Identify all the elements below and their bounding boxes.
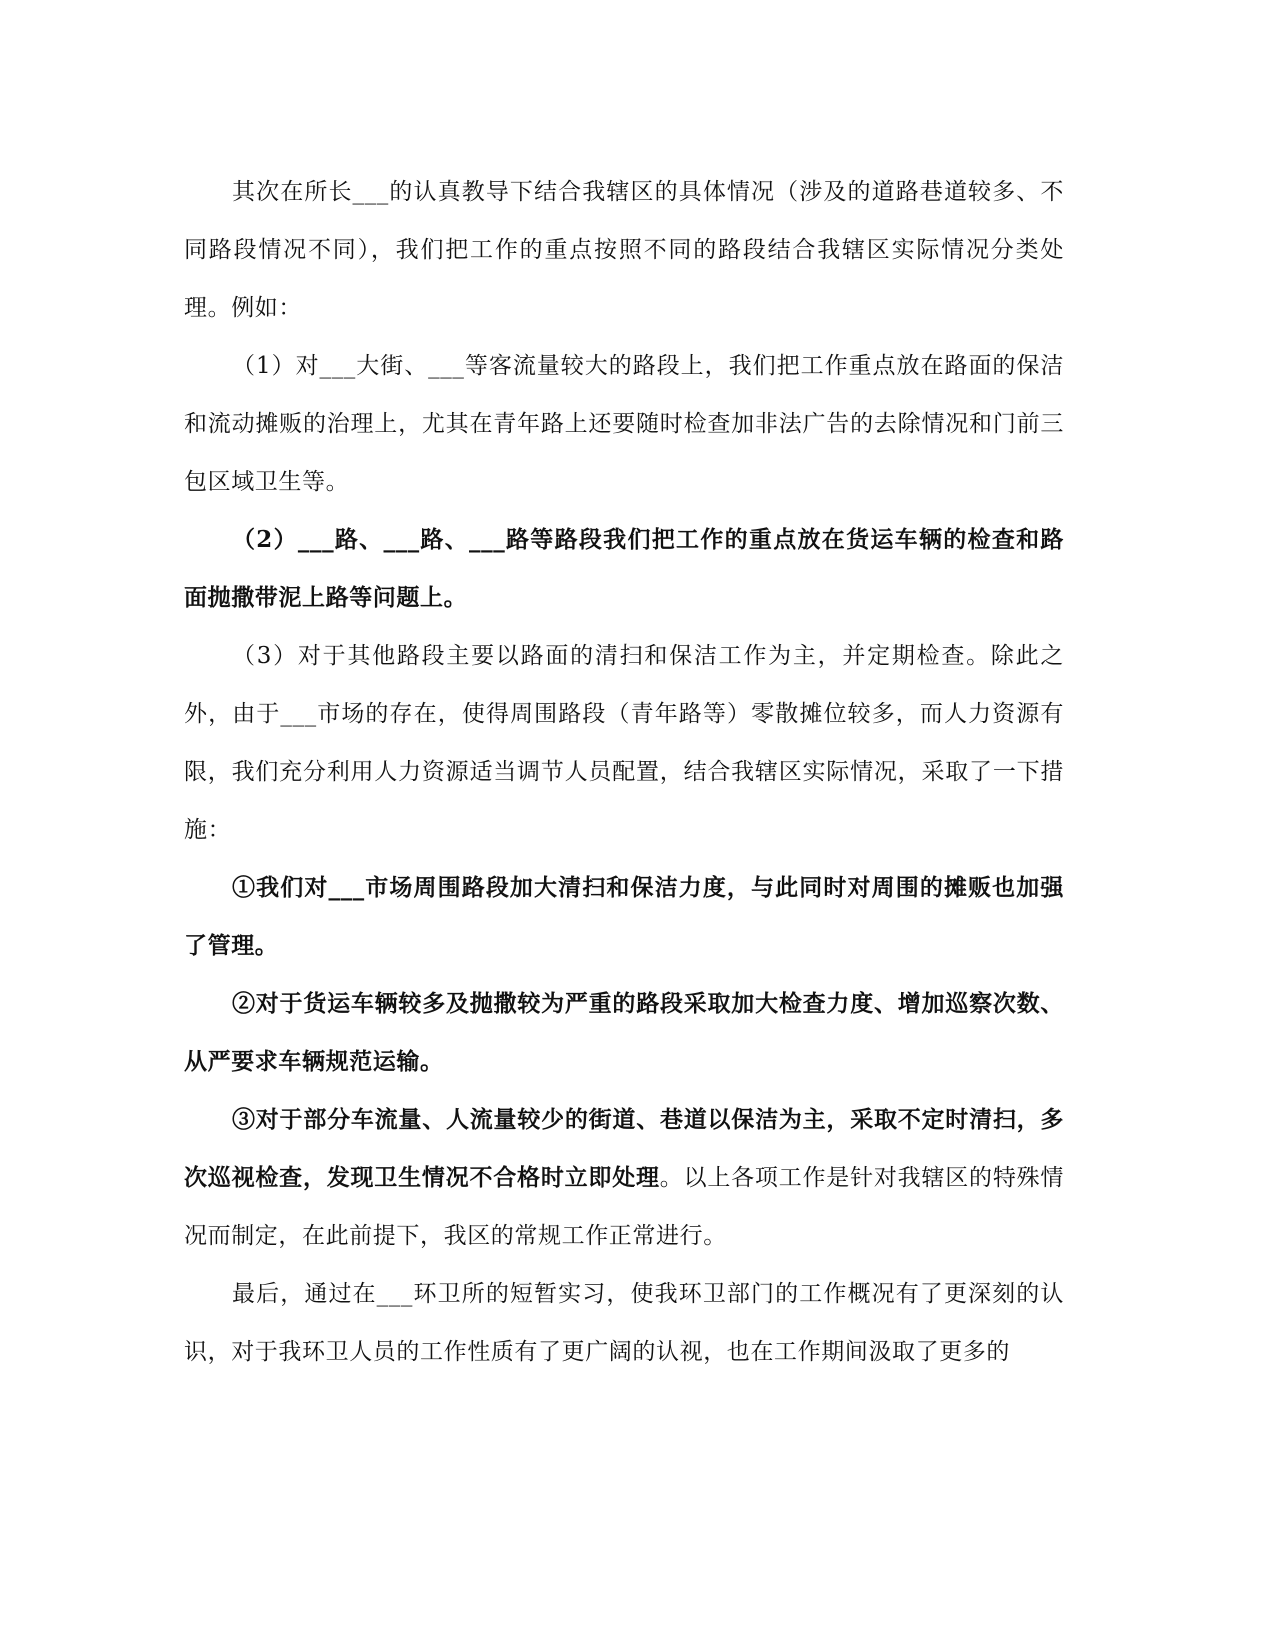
- paragraph-item-3: （3）对于其他路段主要以路面的清扫和保洁工作为主，并定期检查。除此之外，由于___市场的存在，使得周围路段（青年路等）零散摊位较多，而人力资源有限，我们充分利用人力资源适当调节人员配置，结合我辖区实际情况，采取了一下措施：: [184, 643, 1064, 843]
- paragraph-item-2: （2）___路、___路、___路等路段我们把工作的重点放在货运车辆的检查和路面抛撒带泥上路等问题上。: [184, 526, 1064, 611]
- paragraph-measure-3: [184, 1091, 1064, 1265]
- paragraph-measure-3-bold: ③对于部分车流量、人流量较少的街道、巷道以保洁为主，采取不定时清扫，多次巡视检查，发现卫生情况不合格时立即处理: [184, 1106, 1064, 1191]
- document-body: [184, 163, 1064, 1381]
- paragraph-item-1: （1）对___大街、___等客流量较大的路段上，我们把工作重点放在路面的保洁和流动摊贩的治理上，尤其在青年路上还要随时检查加非法广告的去除情况和门前三包区域卫生等。: [184, 353, 1064, 495]
- paragraph-measure-1: ①我们对___市场周围路段加大清扫和保洁力度，与此同时对周围的摊贩也加强了管理。: [184, 874, 1064, 959]
- paragraph-measure-2: ②对于货运车辆较多及抛撒较为严重的路段采取加大检查力度、增加巡察次数、从严要求车辆规范运输。: [184, 990, 1064, 1075]
- paragraph-measure-3-normal: 。以上各项工作是针对我辖区的特殊情况而制定，在此前提下，我区的常规工作正常进行。: [184, 1165, 1065, 1249]
- paragraph-intro: 其次在所长___的认真教导下结合我辖区的具体情况（涉及的道路巷道较多、不同路段情况不同），我们把工作的重点按照不同的路段结合我辖区实际情况分类处理。例如：: [184, 179, 1064, 321]
- paragraph-conclusion: 最后，通过在___环卫所的短暂实习，使我环卫部门的工作概况有了更深刻的认识，对于我环卫人员的工作性质有了更广阔的认视，也在工作期间汲取了更多的: [184, 1281, 1064, 1365]
